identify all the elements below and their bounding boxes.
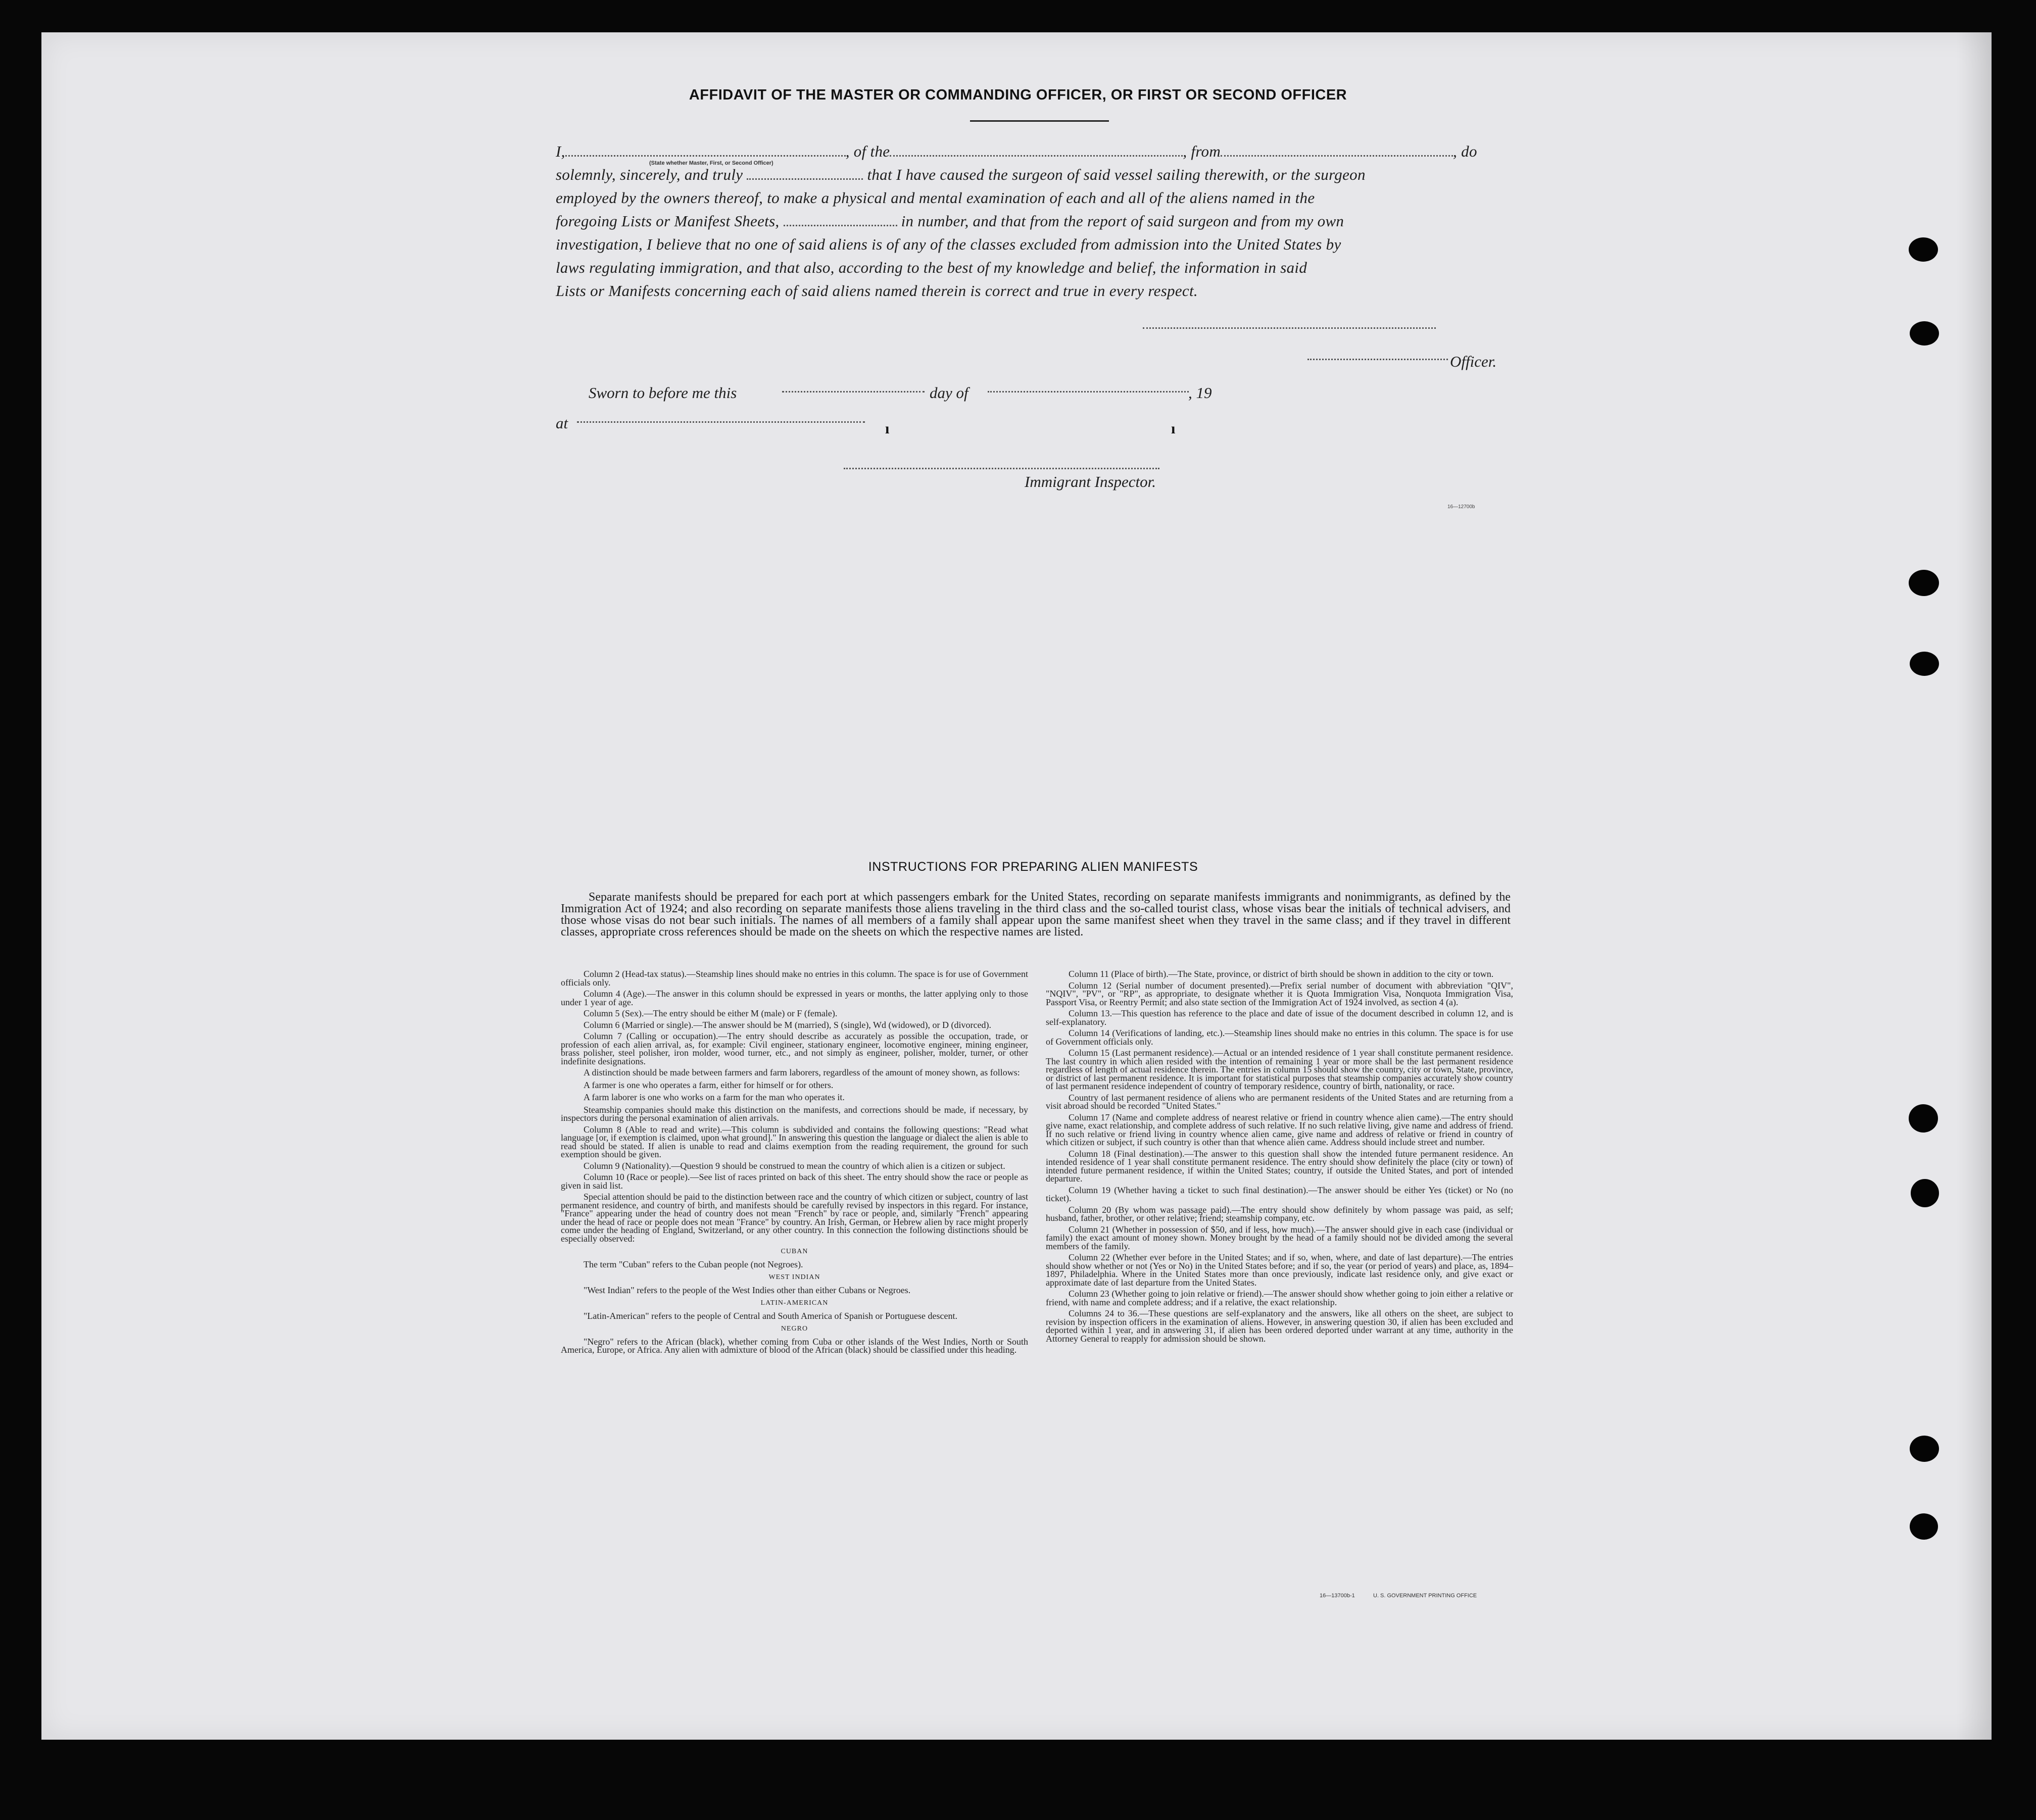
instruction-col-10: Column 10 (Race or people).—See list of races printed on back of this sheet. The entry should show the race or people as given in said list. <box>561 1172 1028 1191</box>
affidavit-line-4 <box>556 212 1506 230</box>
instruction-col-14: Column 14 (Verifications of landing, etc.).—Steamship lines should make no entries in this column. The space is for use of Government officials only. <box>1046 1028 1513 1047</box>
punch-hole-6 <box>1911 1179 1939 1207</box>
sworn-place-field[interactable] <box>577 421 865 423</box>
instruction-col-15: Column 15 (Last permanent residence).—Actual or an intended residence of 1 year shall constitute permanent residence. The last country in which alien resided with the intention of remaining 1 year or more shall be the last permanent residence regardless of length of actual residence therein. The entries in column 15 should show the country, city or town, State, province, or district of last permanent residence. It is important for statistical purposes that steamship companies accurately show country of last permanent residence independent of country of temporary residence, country of birth, nationality, or race. <box>1046 1048 1513 1091</box>
instruction-returning-residents: Country of last permanent residence of aliens who are permanent residents of the United States and are returning from a visit abroad should be recorded "United States." <box>1046 1092 1513 1111</box>
sworn-label: Sworn to before me this <box>589 384 737 402</box>
instruction-col-24-36: Columns 24 to 36.—These questions are self-explanatory and the answers, like all others on the sheet, are subject to revision by inspection officers in the examination of aliens. However, in answering question 30, if alien has been excluded and deported within 1 year, and in answering 31, if alien has been ordered deported under warrant at any time, authority in the Attorney General to reapply for admission should be shown. <box>1046 1308 1513 1344</box>
affidavit-form-code: 16—12700b <box>1447 504 1475 510</box>
affidavit-line-4-b: in number, and that from the report of said surgeon and from my own <box>901 212 1344 230</box>
inspector-label: Immigrant Inspector. <box>1025 473 1156 490</box>
punch-hole-2 <box>1910 321 1939 346</box>
definition-latin-american: "Latin-American" refers to the people of Central and South America of Spanish or Portuguese descent. <box>584 1310 957 1321</box>
heading-west-indian: WEST INDIAN <box>768 1273 820 1281</box>
from-port-field[interactable] <box>1221 143 1453 157</box>
affidavit-line-2-b: that I have caused the surgeon of said vessel sailing therewith, or the surgeon <box>867 166 1366 183</box>
instruction-col-19: Column 19 (Whether having a ticket to such final destination).—The answer should be either Yes (ticket) or No (no ticket). <box>1046 1185 1513 1203</box>
affidavit-line-1-a: I, <box>556 142 565 160</box>
instruction-col-13: Column 13.—This question has reference to the place and date of issue of the document described in column 12, and is self-explanatory. <box>1046 1008 1513 1027</box>
instruction-col-7: Column 7 (Calling or occupation).—The entry should describe as accurately as possible the occupation, trade, or profession of each alien arrival, as, for example: Civil engineer, stationary engineer, locomotive engineer, mining engineer, brass polisher, steel polisher, iron molder, wood turner, etc., and not simply as engineer, polisher, molder, turner, or other indefinite designations. <box>561 1031 1028 1066</box>
affidavit-line-1-d: , do <box>1453 142 1477 160</box>
officer-signature-line[interactable] <box>1143 327 1436 329</box>
instructions-title: INSTRUCTIONS FOR PREPARING ALIEN MANIFESTS <box>868 860 1198 874</box>
instruction-col-5: Column 5 (Sex).—The entry should be either M (male) or F (female). <box>584 1008 838 1018</box>
affidavit-line-1-c: , from <box>1183 142 1221 160</box>
affidavit-line-1 <box>556 142 1506 161</box>
instruction-col-12: Column 12 (Serial number of document presented).—Prefix serial number of document with abbreviation "QIV", "NQIV", "PV", or "RP", as appropriate, to designate whether it is Quota Immigration Visa, Nonquota Immigration Visa, Passport Visa, or Reentry Permit; and also state section of the Immigration Act of 1924 involved, as section 4 (a). <box>1046 980 1513 1007</box>
affidavit-line-1-b: , of the <box>845 142 890 160</box>
affidavit-line-6: laws regulating immigration, and that also, according to the best of my knowledge and belief, the information in said <box>556 259 1307 276</box>
title-rule <box>970 120 1109 122</box>
heading-cuban: CUBAN <box>781 1248 808 1255</box>
affidavit-line-2-a: solemnly, sincerely, and truly <box>556 166 743 183</box>
definition-negro: "Negro" refers to the African (black), whether coming from Cuba or other islands of the West Indies, North or South America, Europe, or Africa. Any alien with admixture of blood of the African (black) should be classified under this heading. <box>561 1336 1028 1355</box>
definition-cuban: The term "Cuban" refers to the Cuban people (not Negroes). <box>584 1259 803 1269</box>
affidavit-title: AFFIDAVIT OF THE MASTER OR COMMANDING OFFICER, OR FIRST OR SECOND OFFICER <box>689 87 1347 103</box>
affidavit-line-7: Lists or Manifests concerning each of said aliens named therein is correct and true in every respect. <box>556 282 1198 300</box>
instruction-col-9: Column 9 (Nationality).—Question 9 should be construed to mean the country of which alien is a citizen or subject. <box>584 1160 1005 1171</box>
sworn-day-field[interactable] <box>782 391 925 392</box>
officer-rank-field[interactable] <box>565 143 846 157</box>
instruction-col-17: Column 17 (Name and complete address of nearest relative or friend in country whence alien came).—The entry should give name, exact relationship, and complete address of such relative. If no such relative living, give name and address of friend. If no such relative or friend living in country whence alien came, give name and address of relative or friend in country of which citizen or subject, if such country is other than that whence alien came. Address should include street and number. <box>1046 1112 1513 1147</box>
punch-hole-8 <box>1910 1513 1938 1540</box>
day-of-label: day of <box>930 384 968 402</box>
affidavit-line-5: investigation, I believe that no one of said aliens is of any of the classes excluded from admission into the United States by <box>556 235 1341 253</box>
inspector-signature-line[interactable] <box>844 468 1159 469</box>
heading-latin-american: LATIN-AMERICAN <box>760 1299 829 1307</box>
officer-label: Officer. <box>1450 353 1497 370</box>
definition-west-indian: "West Indian" refers to the people of the West Indies other than either Cubans or Negroes. <box>584 1285 911 1295</box>
affidavit-line-4-a: foregoing Lists or Manifest Sheets, <box>556 212 780 230</box>
sworn-month-field[interactable] <box>988 391 1189 392</box>
instruction-farmer-distinction: A distinction should be made between farmers and farm laborers, regardless of the amount of money shown, as follows: <box>584 1067 1020 1077</box>
sheet-edge-shadow <box>1956 32 1992 1740</box>
instruction-race-distinction: Special attention should be paid to the distinction between race and the country of which citizen or subject, country of last permanent residence, and country of birth, and manifests should be carefully revised by inspectors in this regard. For instance, "France" appearing under the head of country does not mean "French" by race or people, and, similarly "French" appearing under the head of race or people does not mean "France" by country. An Irish, German, or Hebrew alien by race might properly come under the heading of England, Switzerland, or any other country. In this connection the following distinctions should be especially observed: <box>561 1192 1028 1244</box>
instructions-right-column <box>1046 970 1513 1346</box>
sheet-count-field[interactable] <box>784 213 897 226</box>
instruction-col-6: Column 6 (Married or single).—The answer should be M (married), S (single), Wd (widowed), or D (divorced). <box>584 1019 991 1030</box>
heading-negro: NEGRO <box>781 1325 808 1333</box>
instruction-col-4: Column 4 (Age).—The answer in this column should be expressed in years or months, the latter applying only to those under 1 year of age. <box>561 989 1028 1007</box>
instruction-col-23: Column 23 (Whether going to join relative or friend).—The answer should show whether going to join either a relative or friend, with name and complete address; and if a relative, the exact relationship. <box>1046 1289 1513 1307</box>
at-label: at <box>556 414 568 432</box>
instruction-col-22: Column 22 (Whether ever before in the United States; and if so, when, where, and date of last departure).—The entries should show whether or not (Yes or No) in the United States before; and if so, the year (or period of years) and place, as, 1894–1897, Philadelphia. Where in the United States more than once previously, indicate last residence only, and give exact or approximate date of last departure from the United States. <box>1046 1252 1513 1288</box>
punch-hole-4 <box>1910 652 1939 676</box>
instruction-col-11: Column 11 (Place of birth).—The State, province, or district of birth should be shown in addition to the city or town. <box>1069 969 1494 979</box>
affidavit-line-3: employed by the owners thereof, to make a physical and mental examination of each and all of the aliens named in the <box>556 189 1315 207</box>
instruction-farm-laborer: A farm laborer is one who works on a farm for the man who operates it. <box>584 1092 845 1102</box>
year-label: , 19 <box>1188 384 1212 402</box>
instruction-farmer: A farmer is one who operates a farm, either for himself or for others. <box>584 1079 834 1090</box>
stamp-mark-2: ı <box>1171 420 1176 437</box>
punch-hole-1 <box>1909 237 1938 262</box>
instructions-left-column <box>561 970 1028 1354</box>
punch-hole-7 <box>1910 1436 1939 1462</box>
swear-affirm-field[interactable] <box>747 166 863 180</box>
officer-name-line[interactable] <box>1307 359 1448 360</box>
officer-rank-note: (State whether Master, First, or Second Officer) <box>649 160 773 166</box>
instruction-col-2: Column 2 (Head-tax status).—Steamship lines should make no entries in this column. The space is for use of Government officials only. <box>561 969 1028 988</box>
vessel-field[interactable] <box>890 143 1183 157</box>
instruction-col-20: Column 20 (By whom was passage paid).—The entry should show definitely by whom passage was paid, as self; husband, father, brother, or other relative; friend; steamship company, etc. <box>1046 1204 1513 1223</box>
punch-hole-3 <box>1909 570 1939 596</box>
affidavit-line-2 <box>556 166 1506 184</box>
footer-form-code: 16—13700b-1 <box>1320 1593 1355 1599</box>
instruction-col-18: Column 18 (Final destination).—The answer to this question shall show the intended future permanent residence. An intended residence of 1 year shall constitute permanent residence. The entry should show definitely the place (city or town) of intended future permanent residence, if within the United States; country, if outside the United States, and port of intended departure. <box>1046 1148 1513 1184</box>
instruction-col-8: Column 8 (Able to read and write).—This column is subdivided and contains the following questions: "Read what language [or, if exemption is claimed, upon what ground]." In answering this question the language or dialect the alien is able to read should be stated. If alien is unable to read and claims exemption from the reading requirement, the ground for such exemption should be given. <box>561 1124 1028 1159</box>
instruction-col-21: Column 21 (Whether in possession of $50, and if less, how much).—The answer should give in each case (individual or family) the exact amount of money shown. Money brought by the head of a family should not be divided among the several members of the family. <box>1046 1224 1513 1251</box>
instructions-intro: Separate manifests should be prepared for each port at which passengers embark for the United States, recording on separate manifests immigrants and nonimmigrants, as defined by the Immigration Act of 1924; and also recording on separate manifests those aliens traveling in the third class and the so-called tourist class, whose visas bear the initials of technical advisers, and those whose visas do not bear such initials. The names of all members of a family shall appear upon the same manifest sheet when they travel in the same class; and if they travel in different classes, appropriate cross references should be made on the sheets on which the respective names are listed. <box>561 891 1511 939</box>
punch-hole-5 <box>1909 1104 1938 1133</box>
instruction-steamship-corrections: Steamship companies should make this distinction on the manifests, and corrections should be made, if necessary, by inspectors during the personal examination of alien arrivals. <box>561 1104 1028 1123</box>
stamp-mark-1: ı <box>885 420 890 437</box>
printer-imprint: U. S. GOVERNMENT PRINTING OFFICE <box>1373 1593 1477 1599</box>
